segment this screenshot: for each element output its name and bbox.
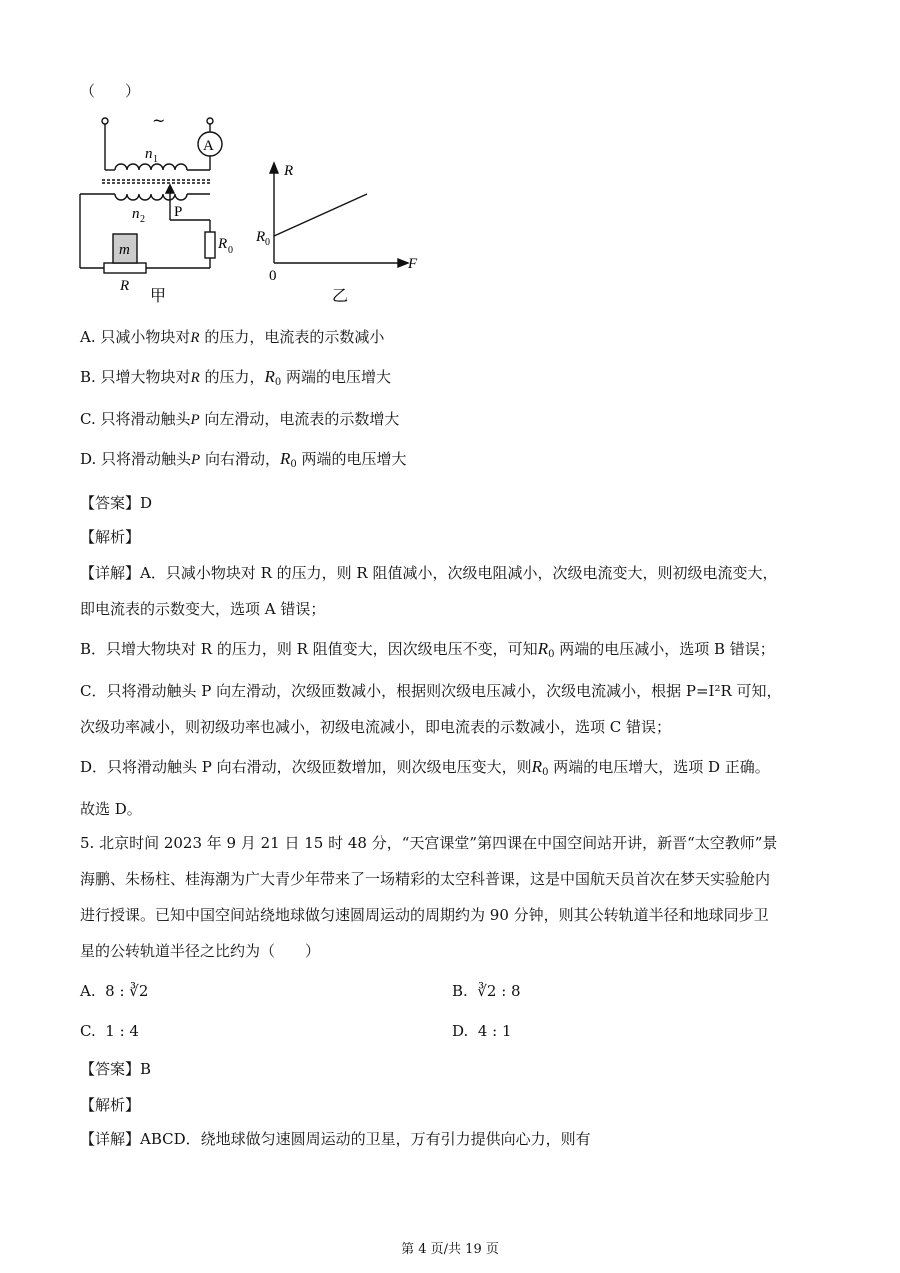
q4-detail-d: D．只将滑动触头 P 向右滑动，次级匝数增加，则次级电压变大，则$R_0$ 两端的电压增大，选项 D 正确。 <box>80 757 770 778</box>
graph-y-label: R <box>284 163 294 179</box>
answer-paren: （ ） <box>80 82 141 100</box>
graph-r0-label: R <box>256 229 266 245</box>
q5-option-d: D. 4 : 1 <box>452 1022 512 1040</box>
ammeter-label: A <box>203 138 214 154</box>
q4-answer: 【答案】D <box>80 494 153 512</box>
q4-option-d: D. 只将滑动触头P 向右滑动，$R_0$ 两端的电压增大 <box>80 449 407 470</box>
q5-option-c: C. 1 : 4 <box>80 1022 139 1040</box>
page-footer: 第 4 页/共 19 页 <box>401 1242 499 1257</box>
circuit-figure <box>72 108 432 308</box>
n1-label: n <box>145 146 153 162</box>
graph-r0-sub: 0 <box>265 237 270 248</box>
q4-detail-c2: 次级功率减小，则初级功率也减小，初级电流减小，即电流表的示数减小，选项 C 错误； <box>80 718 672 736</box>
q5-stem-line2: 海鹏、朱杨柱、桂海潮为广大青少年带来了一场精彩的太空科普课，这是中国航天员首次在梦天实验舱内 <box>80 870 771 888</box>
q5-detail: 【详解】ABCD．绕地球做匀速圆周运动的卫星，万有引力提供向心力，则有 <box>80 1130 591 1148</box>
q4-option-b: B. 只增大物块对R 的压力，$R_0$ 两端的电压增大 <box>80 367 392 388</box>
slider-p-label: P <box>174 204 183 220</box>
n2-label: n <box>132 206 140 222</box>
q5-analysis-heading: 【解析】 <box>80 1096 141 1114</box>
q4-detail-c1: C．只将滑动触头 P 向左滑动，次级匝数减小，根据则次级电压减小，次级电流减小，根据 P=I²R 可知， <box>80 682 782 700</box>
q4-analysis-heading: 【解析】 <box>80 528 141 546</box>
q5-stem-line3: 进行授课。已知中国空间站绕地球做匀速圆周运动的周期约为 90 分钟，则其公转轨道半径和地球同步卫 <box>80 906 769 924</box>
r0-label: R <box>218 236 228 252</box>
r0-sub: 0 <box>228 245 233 256</box>
q4-detail-a1: 【详解】A．只减小物块对 R 的压力，则 R 阻值减小，次级电阻减小，次级电流变大，则初级电流变大， <box>80 564 778 582</box>
tilde-symbol: ~ <box>152 111 166 130</box>
q4-option-a: A. 只减小物块对R 的压力，电流表的示数减小 <box>80 328 385 346</box>
q4-detail-a2: 即电流表的示数变大，选项 A 错误； <box>80 600 326 618</box>
r-label: R <box>120 278 130 294</box>
label-yi: 乙 <box>332 286 349 305</box>
graph-x-label: F <box>408 256 418 272</box>
n1-sub: 1 <box>153 154 158 165</box>
n2-sub: 2 <box>140 214 145 225</box>
q5-option-b: B. ∛2 : 8 <box>452 982 521 1000</box>
q5-stem-line1: 5. 北京时间 2023 年 9 月 21 日 15 时 48 分，“天宫课堂”第四课在中国空间站开讲，新晋“太空教师”景 <box>80 834 778 852</box>
q4-detail-b: B．只增大物块对 R 的压力，则 R 阻值变大，因次级电压不变，可知$R_0$ 两端的电压减小，选项 B 错误； <box>80 639 775 660</box>
q5-stem-line4: 星的公转轨道半径之比约为（ ） <box>80 942 321 960</box>
graph-origin: 0 <box>269 268 277 284</box>
label-jia: 甲 <box>150 286 167 305</box>
q5-answer: 【答案】B <box>80 1060 152 1078</box>
q4-conclusion: 故选 D。 <box>80 800 142 818</box>
mass-label: m <box>119 242 130 258</box>
q4-option-c: C. 只将滑动触头P 向左滑动，电流表的示数增大 <box>80 410 400 428</box>
q5-option-a: A. 8 : ∛2 <box>80 982 149 1000</box>
